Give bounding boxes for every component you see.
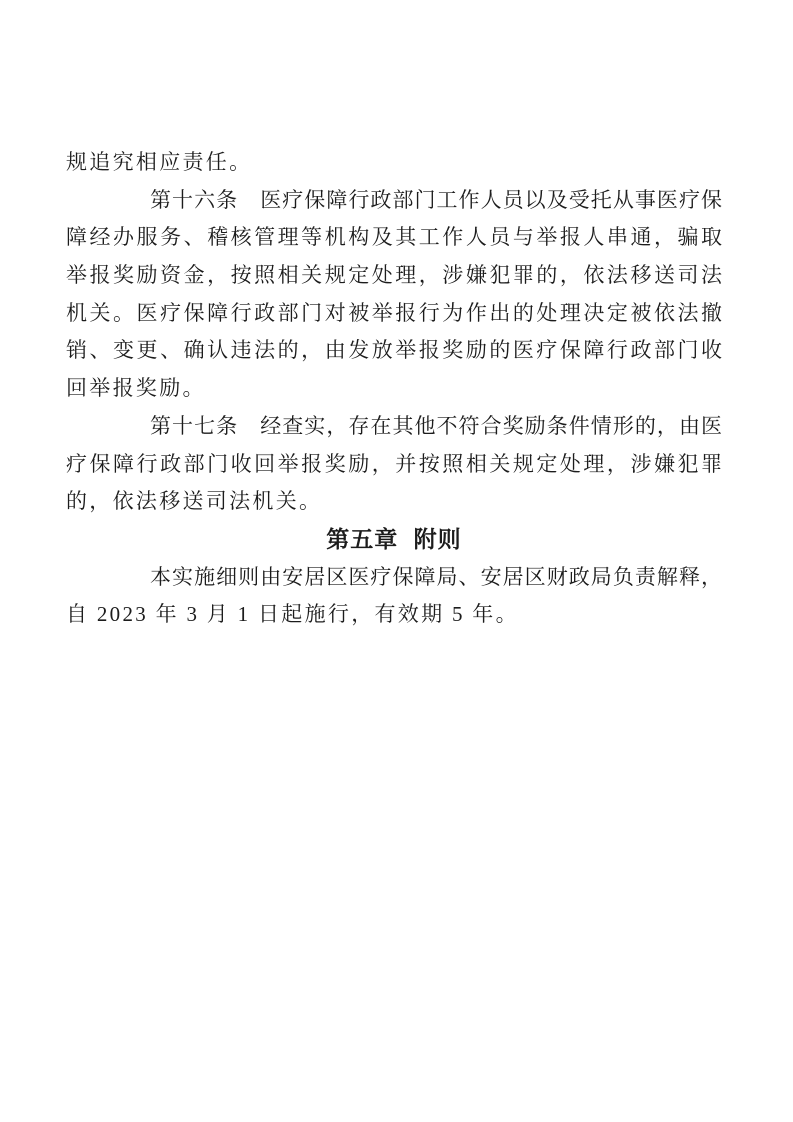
- document-line: 疗保障行政部门收回举报奖励，并按照相关规定处理，涉嫌犯罪: [66, 451, 722, 476]
- document-line: 回举报奖励。: [66, 376, 206, 401]
- document-line: 销、变更、确认违法的，由发放举报奖励的医疗保障行政部门收: [66, 338, 722, 363]
- document-line: 规追究相应责任。: [66, 150, 253, 174]
- document-line: 自 2023 年 3 月 1 日起施行，有效期 5 年。: [66, 602, 519, 627]
- document-line: 举报奖励资金，按照相关规定处理，涉嫌犯罪的，依法移送司法: [66, 263, 722, 288]
- document-line-article-16: 第十六条 医疗保障行政部门工作人员以及受托从事医疗保: [150, 187, 722, 212]
- document-line: 机关。医疗保障行政部门对被举报行为作出的处理决定被依法撤: [66, 300, 722, 325]
- document-line-article-17: 第十七条 经查实，存在其他不符合奖励条件情形的，由医: [150, 413, 722, 438]
- document-line: 的，依法移送司法机关。: [66, 489, 323, 514]
- chapter-heading: 第五章 附则: [326, 525, 462, 552]
- document-line: 障经办服务、稽核管理等机构及其工作人员与举报人串通，骗取: [66, 225, 722, 250]
- document-body: [66, 144, 722, 634]
- document-line: 本实施细则由安居区医疗保障局、安居区财政局负责解释，: [150, 564, 722, 589]
